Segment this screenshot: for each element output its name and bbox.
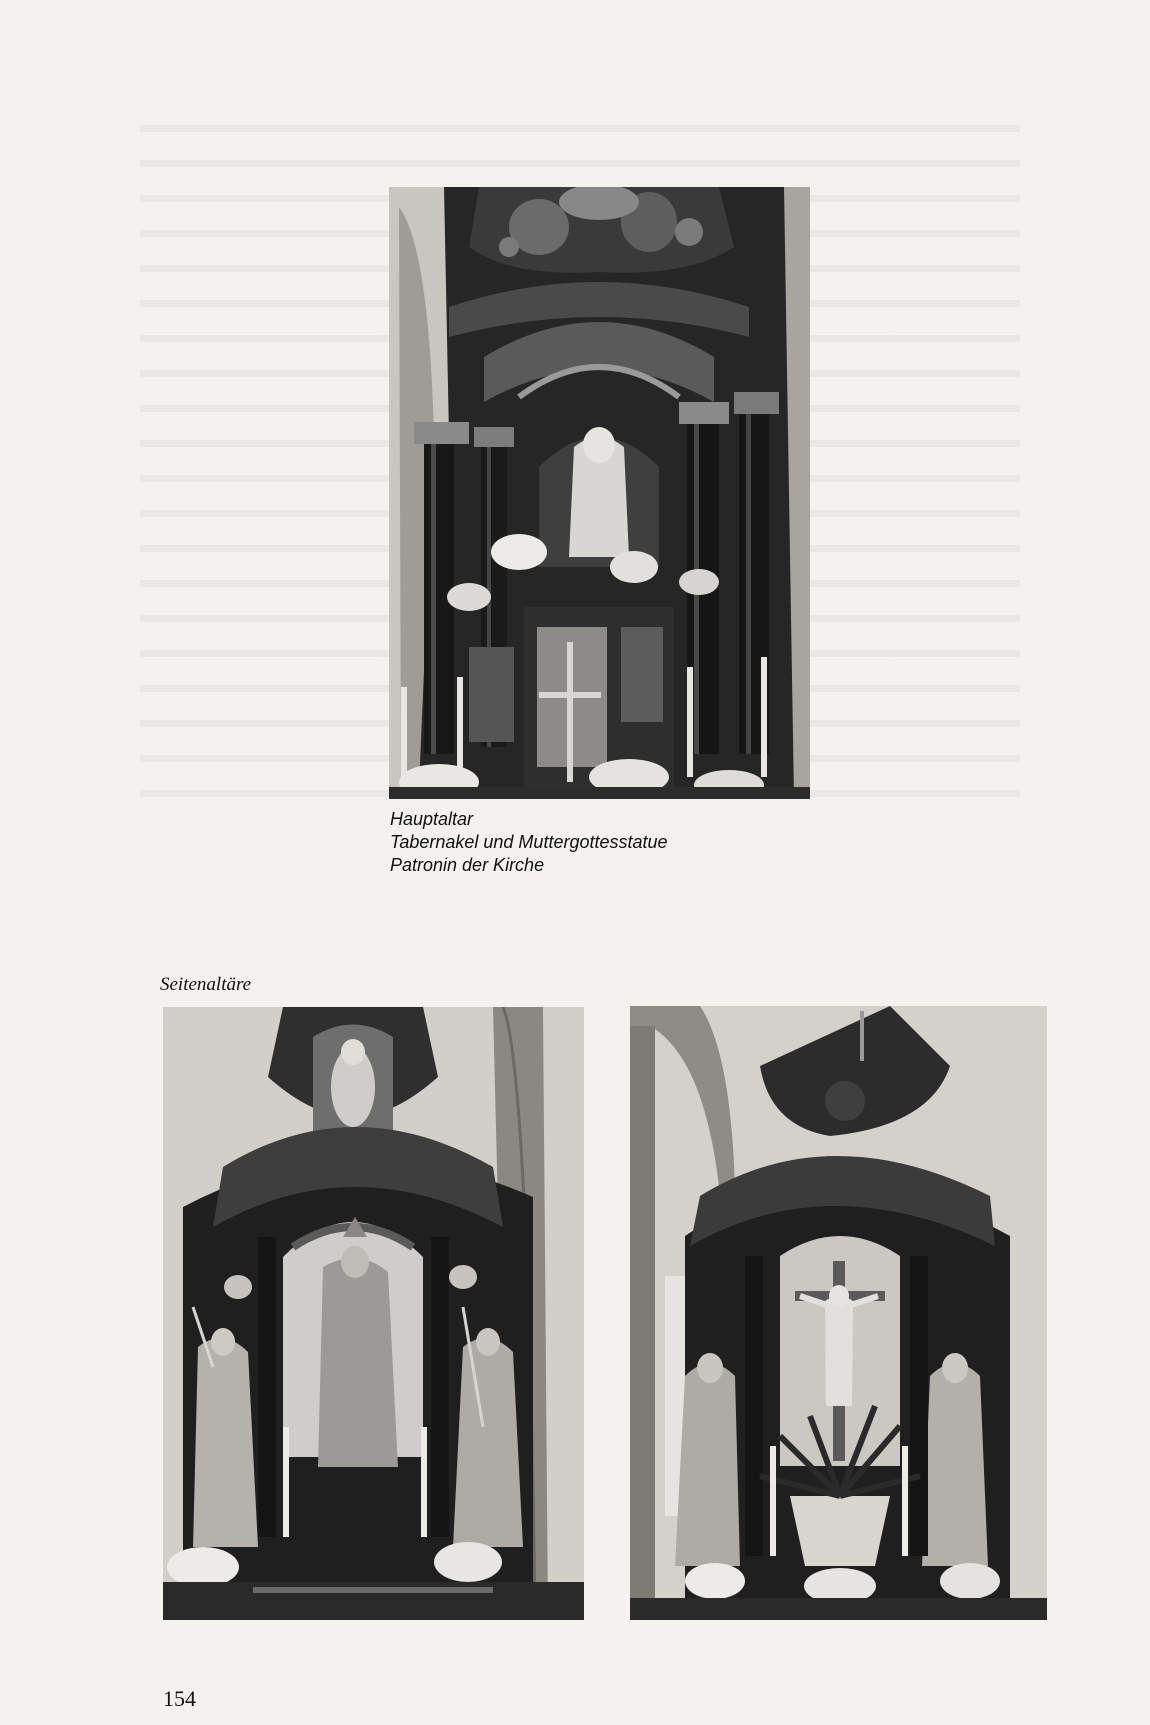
page-number: 154: [163, 1686, 196, 1711]
caption-line-patronin: Patronin der Kirche: [390, 855, 545, 875]
right-side-altar-photo: [630, 1006, 1047, 1620]
left-side-altar-photo: [163, 1007, 584, 1620]
main-photo-caption: [390, 808, 668, 877]
main-altar-image: [389, 187, 810, 799]
left-side-altar-image: [163, 1007, 584, 1620]
caption-line-hauptaltar: Hauptaltar: [390, 809, 474, 829]
main-altar-photo: [389, 187, 810, 799]
right-side-altar-image: [630, 1006, 1047, 1620]
section-label-seitenaltaere: Seitenaltäre: [160, 974, 252, 995]
caption-line-tabernakel: Tabernakel und Muttergottesstatue: [390, 832, 668, 852]
